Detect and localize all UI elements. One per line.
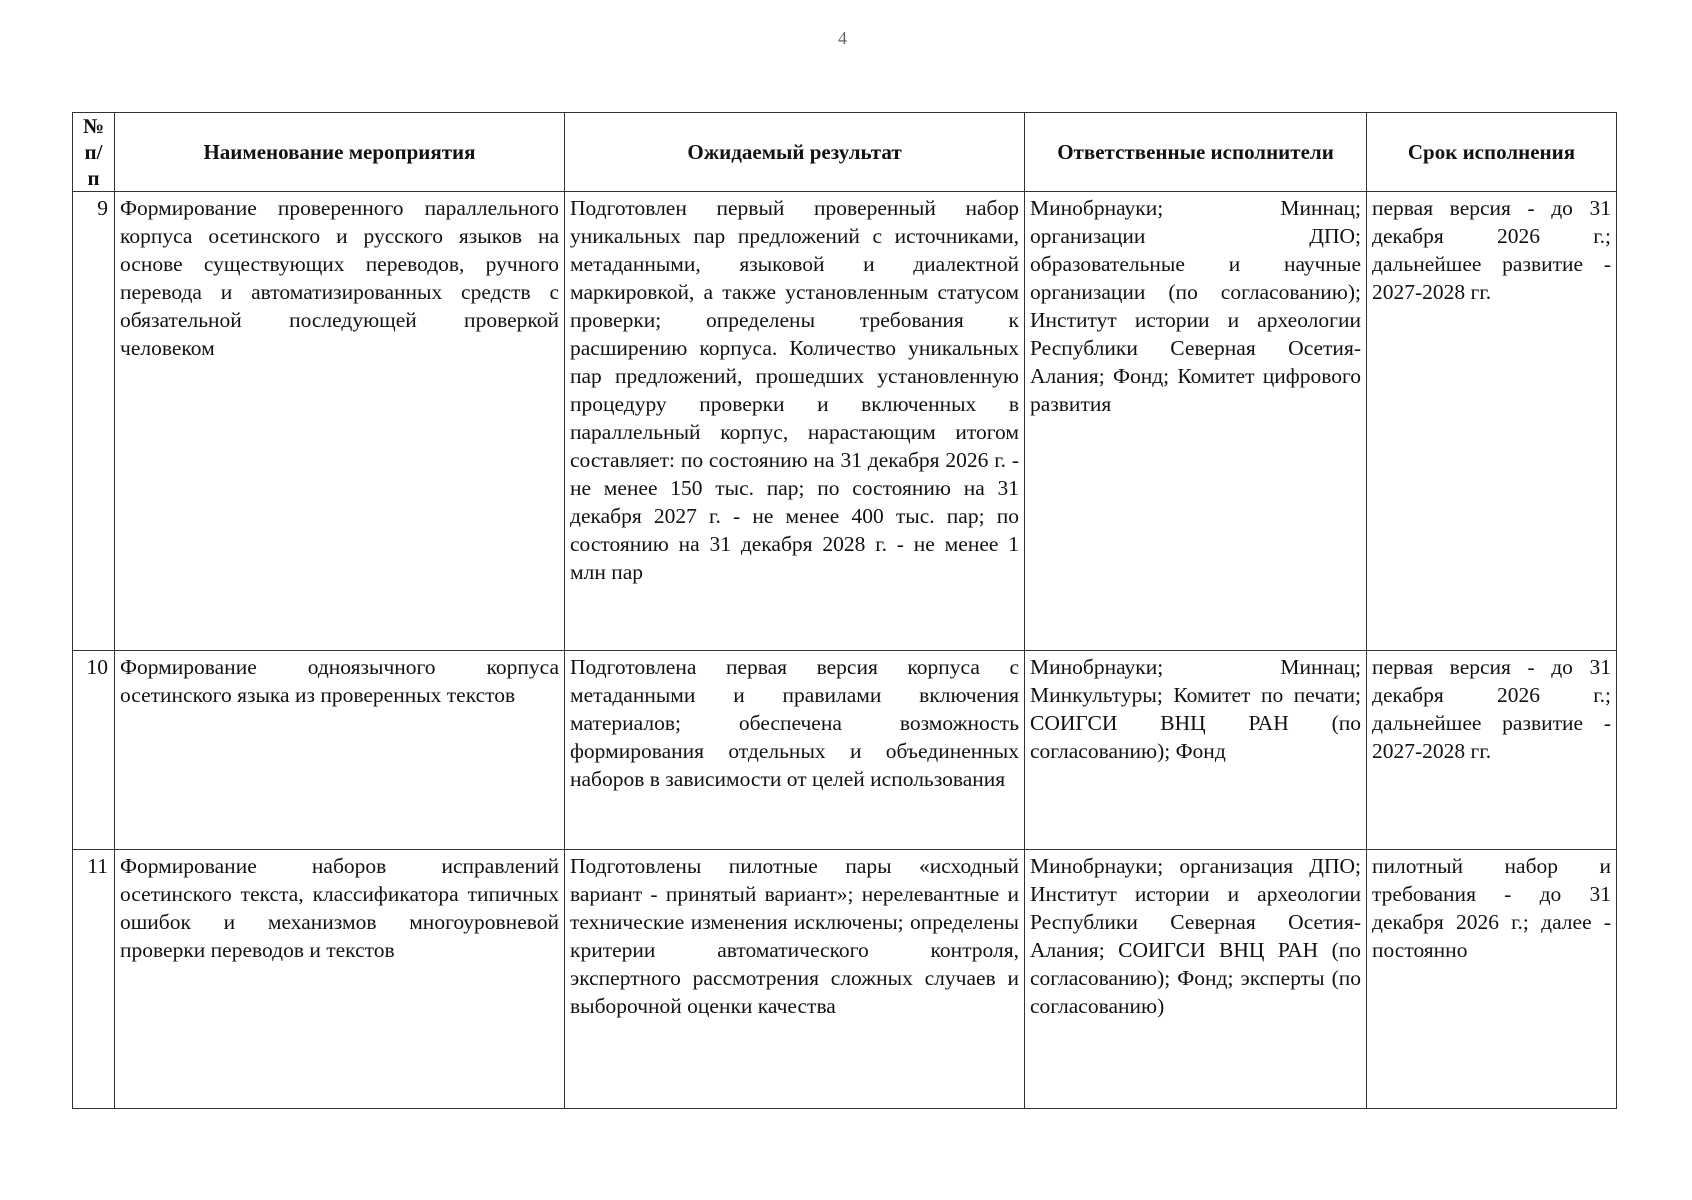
header-executors: Ответственные исполнители [1025,113,1367,192]
table-header-row [73,113,1617,192]
deadline: первая версия - до 31 декабря 2026 г.; дальнейшее развитие - 2027-2028 гг. [1367,651,1617,850]
row-number: 10 [73,651,115,850]
expected-result: Подготовлена первая версия корпуса с метаданными и правилами включения материалов; обеспечена возможность формирования отдельных и объединенных наборов в зависимости от целей использования [565,651,1025,850]
activity-name: Формирование одноязычного корпуса осетинского языка из проверенных текстов [115,651,565,850]
table-row [73,192,1617,651]
table-row [73,651,1617,850]
header-deadline: Срок исполнения [1367,113,1617,192]
page-number: 4 [838,28,847,48]
header-result: Ожидаемый результат [565,113,1025,192]
responsible-executors: Минобрнауки; организация ДПО; Институт истории и археологии Республики Северная Осетия-Алания; СОИГСИ ВНЦ РАН (по согласованию); Фонд; эксперты (по согласованию) [1025,850,1367,1109]
header-name: Наименование мероприятия [115,113,565,192]
row-number: 9 [73,192,115,651]
responsible-executors: Минобрнауки; Миннац; Минкультуры; Комитет по печати; СОИГСИ ВНЦ РАН (по согласованию); Фонд [1025,651,1367,850]
expected-result: Подготовлены пилотные пары «исходный вариант - принятый вариант»; нерелевантные и технические изменения исключены; определены критерии автоматического контроля, экспертного рассмотрения сложных случаев и выборочной оценки качества [565,850,1025,1109]
deadline: пилотный набор и требования - до 31 декабря 2026 г.; далее - постоянно [1367,850,1617,1109]
row-number: 11 [73,850,115,1109]
activity-name: Формирование наборов исправлений осетинского текста, классификатора типичных ошибок и механизмов многоуровневой проверки переводов и текстов [115,850,565,1109]
deadline: первая версия - до 31 декабря 2026 г.; дальнейшее развитие - 2027-2028 гг. [1367,192,1617,651]
expected-result: Подготовлен первый проверенный набор уникальных пар предложений с источниками, метаданными, языковой и диалектной маркировкой, а также установленным статусом проверки; определены требования к расширению корпуса. Количество уникальных пар предложений, прошедших установленную процедуру проверки и включенных в параллельный корпус, нарастающим итогом составляет: по состоянию на 31 декабря 2026 г. - не менее 150 тыс. пар; по состоянию на 31 декабря 2027 г. - не менее 400 тыс. пар; по состоянию на 31 декабря 2028 г. - не менее 1 млн пар [565,192,1025,651]
table-row [73,850,1617,1109]
action-plan-table [72,112,1617,1109]
responsible-executors: Минобрнауки; Миннац; организации ДПО; образовательные и научные организации (по согласованию); Институт истории и археологии Республики Северная Осетия-Алания; Фонд; Комитет цифрового развития [1025,192,1367,651]
header-num: № п/п [73,113,115,192]
activity-name: Формирование проверенного параллельного корпуса осетинского и русского языков на основе существующих переводов, ручного перевода и автоматизированных средств с обязательной последующей проверкой человеком [115,192,565,651]
